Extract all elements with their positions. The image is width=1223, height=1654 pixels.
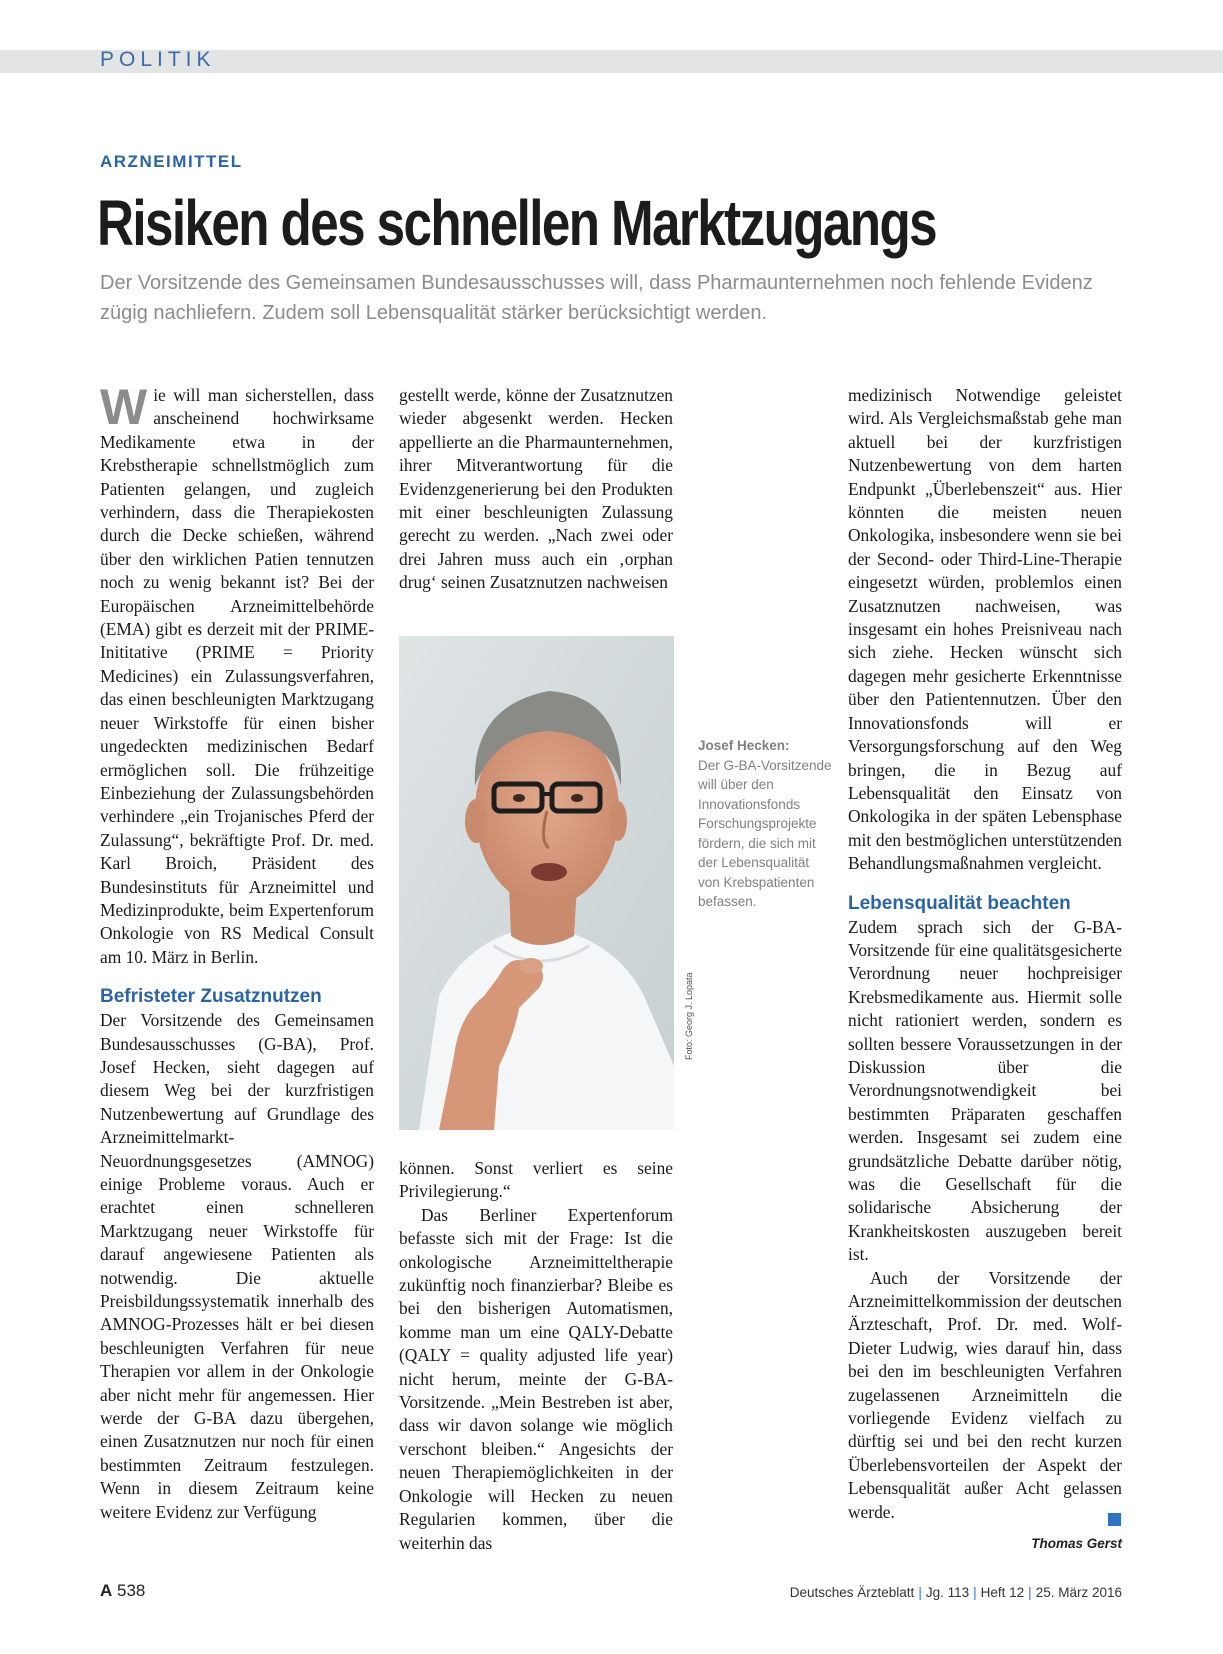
divider: | — [1028, 1585, 1032, 1600]
article-subtitle: Der Vorsitzende des Gemeinsamen Bundesausschusses will, dass Pharmaunternehmen noch fehlende Evidenz zügig nachliefern. Zudem soll Lebensqualität stärker berücksichtigt werden. — [100, 272, 1093, 324]
caption-name: Josef Hecken: — [698, 738, 790, 753]
paragraph: Zudem sprach sich der G-BA-Vorsitzende für eine qualitätsgesicherte Verordnung neuer hochpreisiger Krebsmedikamente aus. Hiermit solle nicht rationiert werden, sondern es sollten bessere Voraussetzungen in der Diskussion über die Verordnungsnotwendigkeit bei bestimmten Präparaten geschaffen werden. Insgesamt sei zudem eine grundsätzliche Debatte darüber nötig, was die Gesellschaft für die solidarische Absicherung der Krankheitskosten auszugeben bereit ist. — [848, 916, 1122, 1265]
drop-cap: W — [100, 379, 148, 435]
paragraph: Das Berliner Expertenforum befasste sich mit der Frage: Ist die onkologische Arzneimitteltherapie zukünftig noch finanzierbar? Bleibe es bei den bisherigen Automatismen, komme man um eine QALY-Debatte (QALY = quality adjusted life year) nicht herum, meinte der G-BA-Vorsitzende. „Mein Bestreben ist aber, dass wir davon solange wie möglich verschont bleiben.“ Angesichts der neuen Therapiemöglichkeiten in der Onkologie will Hecken zu neuen Regularien kommen, über die weiterhin das — [399, 1204, 673, 1553]
portrait-photo — [399, 636, 674, 1130]
text-column-3 — [848, 384, 1122, 1524]
paragraph: Auch der Vorsitzende der Arzneimittelkommission der deutschen Ärzteschaft, Prof. Dr. med. Wolf-Dieter Ludwig, wies darauf hin, dass bei den im beschleunigten Verfahren zugelassenen Arzneimitteln die vorliegende Evidenz vielfach zu dürftig sei und bei den recht kurzen Überlebensvorteilen der Aspekt der Lebensqualität außer Acht gelassen werde. — [848, 1267, 1122, 1522]
text-column-2-continued — [399, 1157, 673, 1555]
journal-footer — [790, 1585, 1122, 1600]
page-prefix: A — [100, 1581, 113, 1600]
page-number — [100, 1581, 145, 1601]
subheading-lebensqualitaet: Lebensqualität beachten — [848, 892, 1071, 914]
author-byline: Thomas Gerst — [1031, 1536, 1122, 1551]
divider: | — [918, 1585, 922, 1600]
article-title: Risiken des schnellen Marktzugangs — [97, 187, 937, 259]
paragraph-text: ie will man sicherstellen, dass anscheinend hochwirksame Medikamente etwa in der Krebstherapie schnellstmöglich zum Patienten gelangen, und zugleich verhindern, dass die Therapiekosten durch die Decke schießen, während über den wirklichen Patien tennutzen noch zu wenig bekannt ist? Bei der Europäischen Arzneimittelbehörde (EMA) gibt es derzeit mit der PRIME-Inititative (PRIME = Priority Medicines) ein Zulassungsverfahren, das einen beschleunigten Marktzugang neuer Wirkstoffe für einen bisher ungedeckten medizinischen Bedarf ermöglichen soll. Die frühzeitige Einbeziehung der Zulassungsbehörden verhindere „ein Trojanisches Pferd der Zulassung“, bekräftigte Prof. Dr. med. Karl Broich, Präsident des Bundesinstituts für Arzneimittel und Medizinprodukte, beim Expertenforum Onkologie von RS Medical Consult am 10. März in Berlin. — [100, 385, 374, 967]
journal-name: Deutsches Ärzteblatt — [789, 1585, 915, 1600]
page-number-value: 538 — [117, 1581, 146, 1600]
photo-credit: Foto: Georg J. Lopata — [684, 972, 694, 1060]
text-column-1 — [100, 379, 374, 1524]
section-label: POLITIK — [100, 48, 216, 71]
journal-issue: Heft 12 — [980, 1585, 1025, 1600]
paragraph: medizinisch Notwendige geleistet wird. Als Vergleichsmaßstab gehe man aktuell bei der kurzfristigen Nutzenbewertung von dem harten Endpunkt „Überlebenszeit“ aus. Hier könnten die meisten neuen Onkologika, insbesondere wenn sie bei der Second- oder Third-Line-Therapie eingesetzt würden, problemlos einen Zusatznutzen nachweisen, was insgesamt ein hohes Preisniveau nach sich ziehe. Hecken wünscht sich dagegen mehr gesicherte Erkenntnisse über den Patientennutzen. Über den Innovationsfonds will er Versorgungsforschung auf den Weg bringen, die in Bezug auf Lebensqualität den Einsatz von Onkologika in der späten Lebensphase mit den bestmöglichen unterstützenden Behandlungsmaßnahmen vergleicht. — [848, 385, 1122, 874]
paragraph: Der Vorsitzende des Gemeinsamen Bundesausschusses (G-BA), Prof. Josef Hecken, sieht dagegen auf diesem Weg bei der kurzfristigen Nutzenbewertung auf Grundlage des Arzneimittelmarkt-Neuordnungsgesetzes (AMNOG) einige Probleme voraus. Auch er erachtet einen schnelleren Marktzugang neuer Wirkstoffe für darauf angewiesene Patienten als notwendig. Die aktuelle Preisbildungssystematik innerhalb des AMNOG-Prozesses hält er bei diesen beschleunigten Verfahren für neue Therapien vor allem in der Onkologie aber nicht mehr für angemessen. Hier werde der G-BA dazu übergehen, einen Zusatznutzen nur noch für einen bestimmten Zeitraum festzulegen. Wenn in diesem Zeitraum keine weitere Evidenz zur Verfügung — [100, 1010, 374, 1522]
text-column-2 — [399, 384, 673, 595]
caption-text: Der G-BA-Vorsitzende will über den Innovationsfonds Forschungsprojekte fördern, die sich mit der Lebensqualität von Krebspatienten befassen. — [698, 757, 832, 909]
journal-date: 25. März 2016 — [1035, 1585, 1122, 1600]
photo-caption — [698, 736, 833, 912]
article-kicker: ARZNEIMITTEL — [100, 152, 243, 171]
paragraph: können. Sonst verliert es seine Privilegierung.“ — [399, 1158, 673, 1202]
end-mark-icon — [1108, 1513, 1121, 1526]
paragraph — [100, 379, 374, 969]
subheading-befristeter-zusatznutzen: Befristeter Zusatznutzen — [100, 986, 322, 1008]
divider: | — [973, 1585, 977, 1600]
journal-volume: Jg. 113 — [925, 1585, 970, 1600]
paragraph: gestellt werde, könne der Zusatznutzen wieder abgesenkt werden. Hecken appellierte an die Pharmaunternehmen, ihrer Mitverantwortung für die Evidenzgenerierung bei den Produkten mit einer beschleunigten Zulassung gerecht zu werden. „Nach zwei oder drei Jahren muss auch ein ‚orphan drug‘ seinen Zusatznutzen nachweisen — [399, 385, 673, 593]
